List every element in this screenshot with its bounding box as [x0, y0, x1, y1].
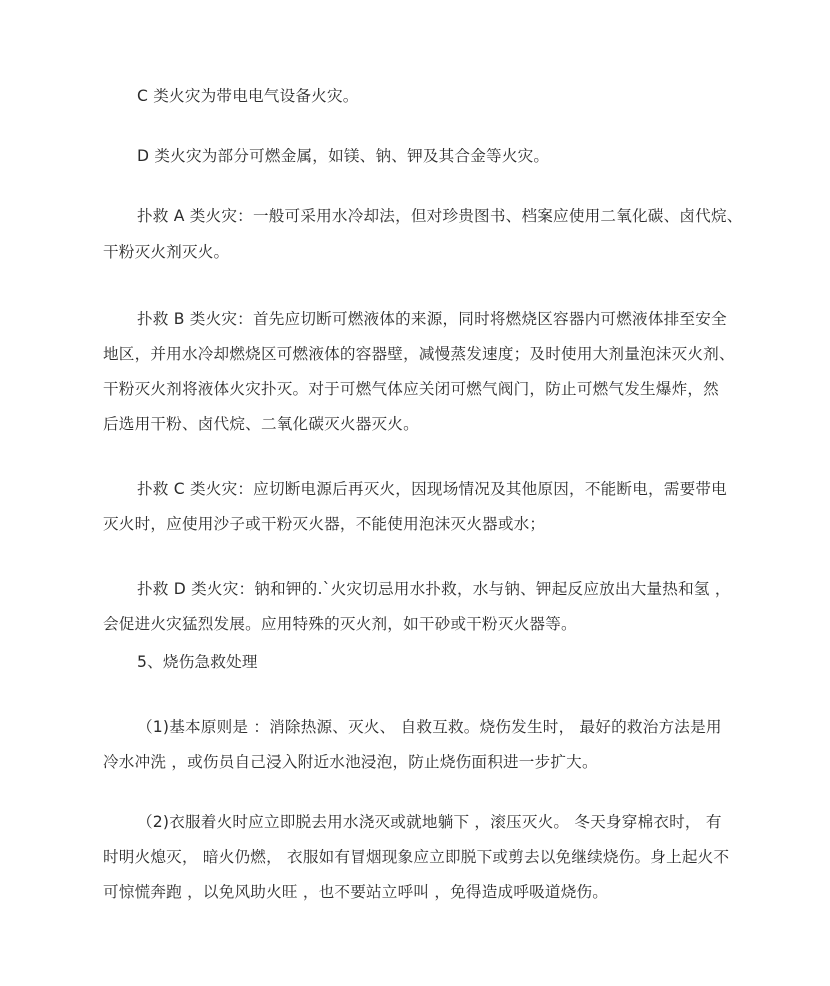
paragraph-extinguish-b-line3: 干粉灭火剂将液体火灾扑灭。对于可燃气体应关闭可燃气阀门，防止可燃气发生爆炸，然	[103, 380, 719, 398]
paragraph-extinguish-b-line1: 扑救 B 类火灾：首先应切断可燃液体的来源，同时将燃烧区容器内可燃液体排至安全	[137, 310, 727, 328]
paragraph-clothes-fire-line1: （2)衣服着火时应立即脱去用水浇灭或就地躺下 ，滚压灭火。 冬天身穿棉衣时， 有	[137, 813, 722, 831]
paragraph-extinguish-b-line4: 后选用干粉、卤代烷、二氧化碳灭火器灭火。	[103, 415, 419, 433]
paragraph-extinguish-a-line2: 干粉灭火剂灭火。	[103, 243, 230, 261]
paragraph-extinguish-b-line2: 地区，并用水冷却燃烧区可燃液体的容器壁，减慢蒸发速度；及时使用大剂量泡沫灭火剂、	[103, 345, 735, 363]
paragraph-extinguish-c-line1: 扑救 C 类火灾：应切断电源后再灭火，因现场情况及其他原因，不能断电，需要带电	[137, 480, 727, 498]
paragraph-d-class-fire: D 类火灾为部分可燃金属，如镁、钠、钾及其合金等火灾。	[137, 147, 550, 165]
paragraph-extinguish-a-line1: 扑救 A 类火灾：一般可采用水冷却法，但对珍贵图书、档案应使用二氧化碳、卤代烷、	[137, 207, 743, 225]
paragraph-clothes-fire-line2: 时明火熄灭， 暗火仍燃， 衣服如有冒烟现象应立即脱下或剪去以免继续烧伤。身上起火不	[103, 848, 730, 866]
paragraph-extinguish-c-line2: 灭火时，应使用沙子或干粉灭火器，不能使用泡沫灭火器或水；	[103, 515, 546, 533]
paragraph-basic-principle-line1: （1)基本原则是 ：消除热源、灭火、 自救互救。烧伤发生时， 最好的救治方法是用	[137, 718, 722, 736]
paragraph-extinguish-d-line2: 会促进火灾猛烈发展。应用特殊的灭火剂，如干砂或干粉灭火器等。	[103, 615, 577, 633]
paragraph-basic-principle-line2: 冷水冲洗 ，或伤员自己浸入附近水池浸泡，防止烧伤面积进一步扩大。	[103, 753, 598, 771]
paragraph-clothes-fire-line3: 可惊慌奔跑 ，以免风助火旺 ，也不要站立呼叫 ，免得造成呼吸道烧伤。	[103, 883, 609, 901]
paragraph-extinguish-d-line1: 扑救 D 类火灾：钠和钾的.`火灾切忌用水扑救，水与钠、钾起反应放出大量热和氢 ，	[137, 580, 731, 598]
paragraph-c-class-fire: C 类火灾为带电电气设备火灾。	[137, 87, 359, 105]
section-heading-burn-first-aid: 5、烧伤急救处理	[137, 653, 258, 671]
